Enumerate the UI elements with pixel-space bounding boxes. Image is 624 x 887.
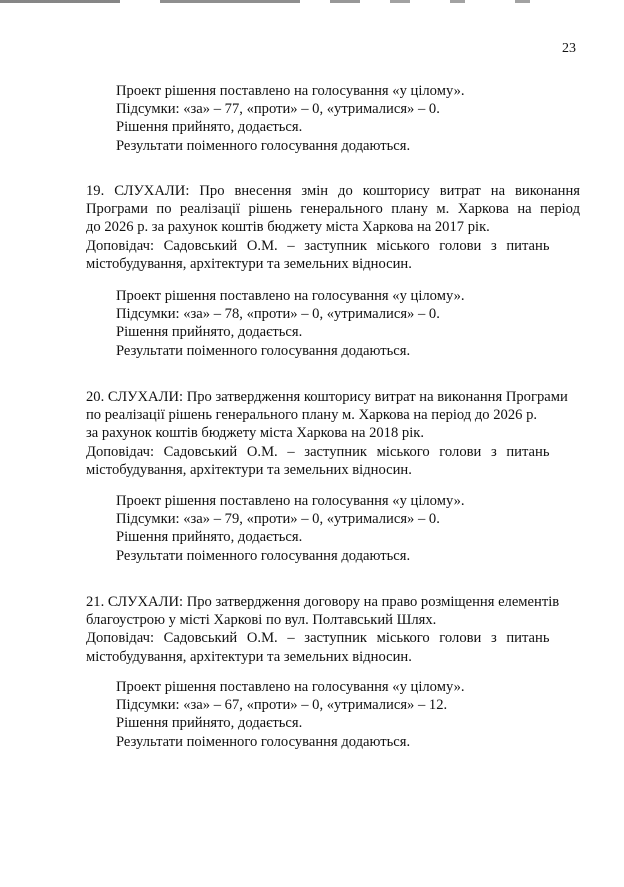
item-speaker bbox=[86, 443, 580, 479]
speaker-line: містобудування, архітектури та земельних відносин. bbox=[86, 648, 412, 665]
item-speaker bbox=[86, 237, 580, 273]
result-line: Рішення прийнято, додається. bbox=[116, 119, 303, 136]
heading-line: Програми по реалізації рішень генерального плану м. Харкова на період bbox=[86, 201, 580, 218]
result-line: Рішення прийнято, додається. bbox=[116, 529, 303, 546]
result-line: Результати поіменного голосування додаються. bbox=[116, 342, 411, 359]
page-number: 23 bbox=[562, 41, 576, 56]
result-line: Підсумки: «за» – 77, «проти» – 0, «утрималися» – 0. bbox=[116, 101, 440, 118]
heading-line: за рахунок коштів бюджету міста Харкова на 2018 рік. bbox=[86, 425, 425, 442]
result-line: Рішення прийнято, додається. bbox=[116, 715, 303, 732]
speaker-line: Доповідач: Садовський О.М. – заступник міського голови з питань bbox=[86, 443, 550, 460]
result-block-20 bbox=[86, 492, 610, 565]
result-line: Результати поіменного голосування додаються. bbox=[116, 547, 411, 564]
speaker-line: Доповідач: Садовський О.М. – заступник міського голови з питань bbox=[86, 237, 550, 254]
heading-line: 20. СЛУХАЛИ: Про затвердження кошторису витрат на виконання Програми bbox=[86, 389, 568, 405]
result-line: Проект рішення поставлено на голосування «у цілому». bbox=[116, 679, 465, 695]
item-heading bbox=[86, 593, 580, 629]
result-line: Підсумки: «за» – 67, «проти» – 0, «утрималися» – 12. bbox=[116, 697, 448, 714]
result-line: Проект рішення поставлено на голосування «у цілому». bbox=[116, 288, 465, 304]
heading-line: до 2026 р. за рахунок коштів бюджету міста Харкова на 2017 рік. bbox=[86, 219, 490, 236]
item-heading bbox=[86, 388, 580, 443]
item-heading bbox=[86, 182, 580, 237]
heading-line: 19. СЛУХАЛИ: Про внесення змін до кошторису витрат на виконання bbox=[86, 183, 580, 199]
scan-top-edge bbox=[0, 0, 624, 3]
result-line: Проект рішення поставлено на голосування «у цілому». bbox=[116, 493, 465, 509]
speaker-line: містобудування, архітектури та земельних відносин. bbox=[86, 461, 412, 478]
heading-line: 21. СЛУХАЛИ: Про затвердження договору на право розміщення елементів bbox=[86, 594, 560, 610]
item-speaker bbox=[86, 629, 580, 665]
result-line: Підсумки: «за» – 78, «проти» – 0, «утрималися» – 0. bbox=[116, 306, 440, 323]
speaker-line: містобудування, архітектури та земельних відносин. bbox=[86, 255, 412, 272]
heading-line: благоустрою у місті Харкові по вул. Полтавський Шлях. bbox=[86, 612, 437, 629]
speaker-line: Доповідач: Садовський О.М. – заступник міського голови з питань bbox=[86, 630, 550, 647]
result-block-0 bbox=[86, 82, 610, 155]
agenda-item-20 bbox=[86, 388, 580, 479]
result-block-21 bbox=[86, 678, 610, 751]
result-line: Результати поіменного голосування додаються. bbox=[116, 137, 411, 154]
result-line: Рішення прийнято, додається. bbox=[116, 324, 303, 341]
agenda-item-21 bbox=[86, 593, 580, 666]
agenda-item-19 bbox=[86, 182, 580, 273]
result-line: Проект рішення поставлено на голосування «у цілому». bbox=[116, 83, 465, 99]
result-block-19 bbox=[86, 287, 610, 360]
result-line: Результати поіменного голосування додаються. bbox=[116, 733, 411, 750]
heading-line: по реалізації рішень генерального плану м. Харкова на період до 2026 р. bbox=[86, 407, 538, 424]
result-line: Підсумки: «за» – 79, «проти» – 0, «утрималися» – 0. bbox=[116, 511, 440, 528]
